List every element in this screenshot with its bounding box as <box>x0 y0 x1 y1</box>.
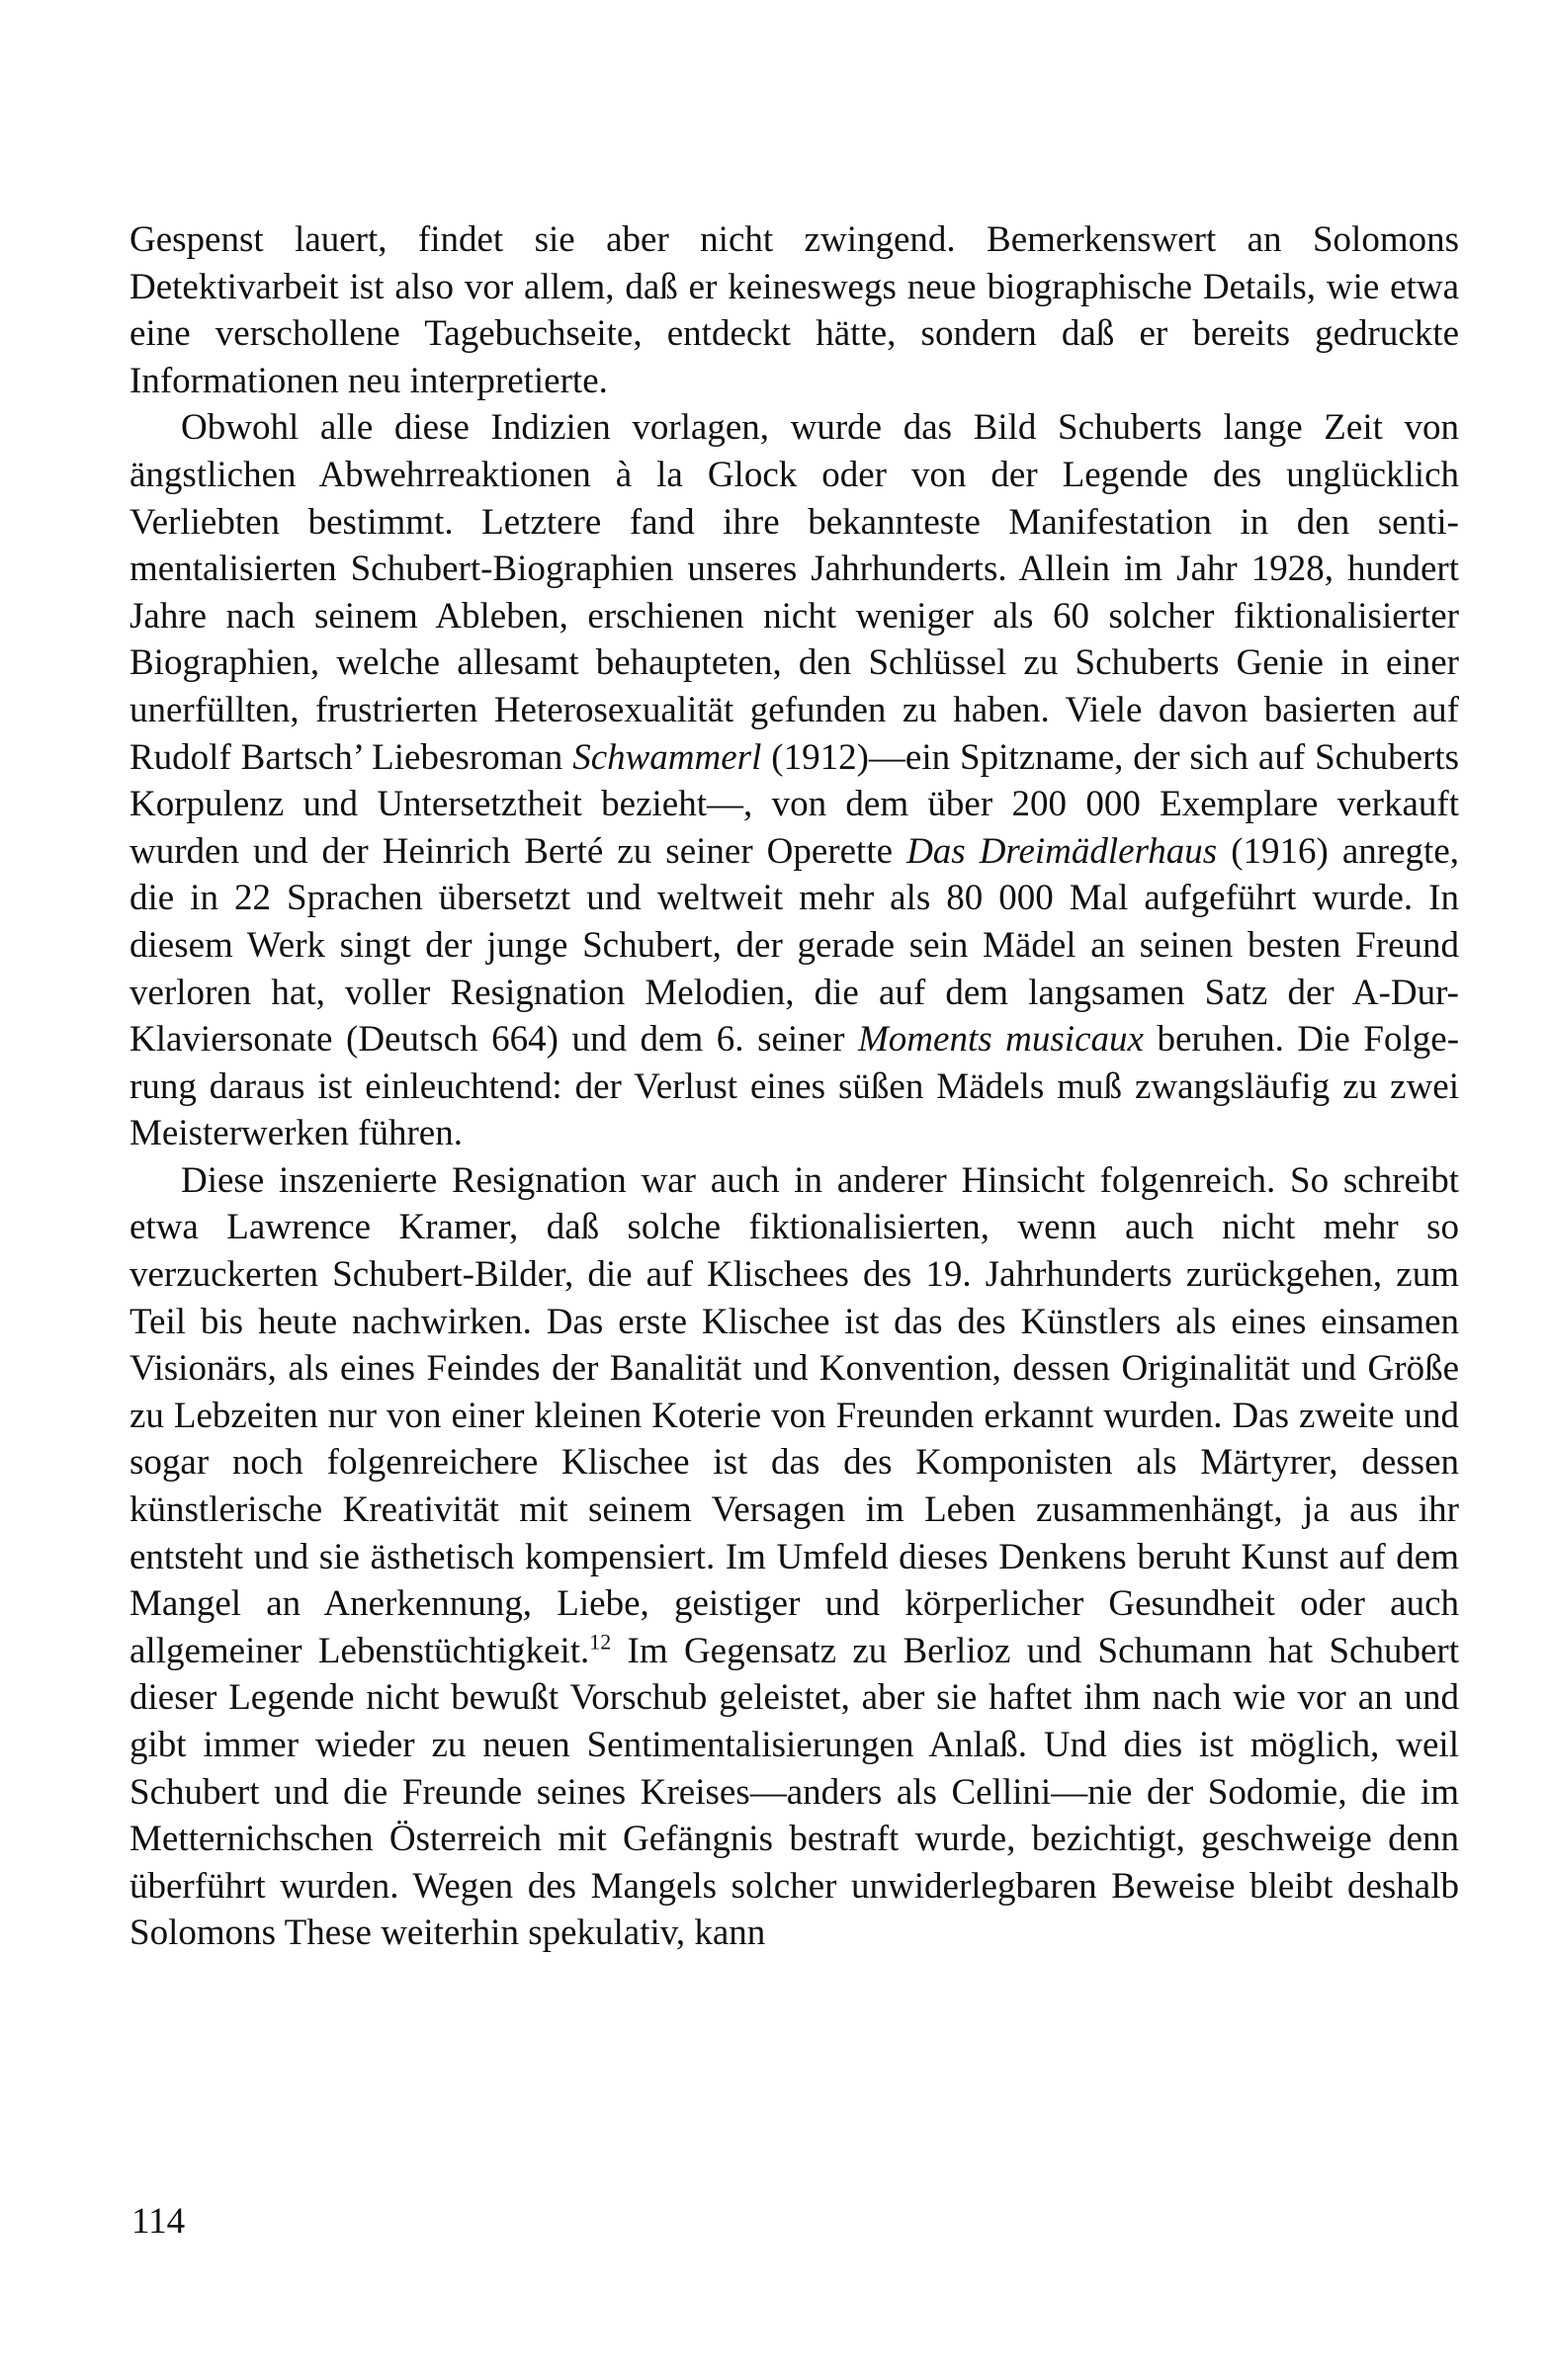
text-run: Im Gegensatz zu Berlioz und Schumann hat Schubert dieser Legende nicht bewußt Vorschub geleistet, aber sie haftet ihm nach wie vor an und gibt immer wieder zu neuen Sentimentalisierungen Anlaß. Und dies ist möglich, weil Schubert und die Freunde seines Kreises—anders als Cellini—nie der Sodomie, die im Metternichschen Österreich mit Gefängnis bestraft wurde, bezichtigt, geschweige denn überführt wurden. Wegen des Mangels solcher unwiderlegbaren Beweise bleibt deshalb Solomons These weiterhin spekulativ, kann <box>129 1630 1460 1954</box>
text-run: beruhen. Die Folgerung daraus ist einleuchtend: der Verlust eines süßen Mädels muß zwangsläufig zu zwei Meisterwerken führen. <box>129 1019 1460 1154</box>
footnote-marker: 12 <box>589 1629 612 1655</box>
italic-title: Das Dreimädlerhaus <box>906 830 1218 872</box>
text-run: (1912)—ein Spitzname, der sich auf Schuberts Korpulenz und Untersetztheit bezieht—, von dem über 200 000 Exemplare verkauft wurden und der Heinrich Berté zu seiner Operette <box>129 736 1459 872</box>
text-run: Gespenst lauert, findet sie aber nicht zwingend. Bemerkenswert an Solomons Detektivarbeit ist also vor allem, daß er keineswegs neue biographische Details, wie etwa eine verschollene Tagebuchseite, entdeckt hätte, sondern daß er bereits gedruckte Informationen neu interpretierte. <box>129 219 1459 401</box>
italic-title: Moments musicaux <box>857 1019 1144 1061</box>
italic-title: Schwammerl <box>572 736 762 778</box>
text-run: Obwohl alle diese Indizien vorlagen, wurde das Bild Schuberts lange Zeit von ängstlichen Abwehrreaktionen à la Glock oder von der Legende des unglücklich Verliebten bestimmt. Letztere fand ihre bekannteste Manifestation in den sentimentalisierten Schubert-Biographien unseres Jahrhunderts. Allein im Jahr 1928, hundert Jahre nach seinem Ableben, erschienen nicht weniger als 60 solcher fiktionalisierter Biographien, welche allesamt behaupteten, den Schlüssel zu Schuberts Genie in einer unerfüllten, frustrierten Heterosexualität gefunden zu haben. Viele davon basierten auf Rudolf Bartsch’ Liebesroman <box>129 407 1459 778</box>
paragraph-2 <box>129 404 1459 1157</box>
body-text <box>129 216 1459 1957</box>
paragraph-3 <box>129 1157 1459 1957</box>
page-number: 114 <box>131 2201 186 2242</box>
paragraph-1 <box>129 216 1459 404</box>
text-run: (1916) anregte, die in 22 Sprachen übersetzt und weltweit mehr als 80 000 Mal aufgeführt wurde. In diesem Werk singt der junge Schubert, der gerade sein Mädel an seinen besten Freund verloren hat, voller Resignation Melodien, die auf dem langsamen Satz der A-Dur-Klaviersonate (Deutsch 664) und dem 6. seiner <box>129 830 1459 1061</box>
text-run: Diese inszenierte Resignation war auch in anderer Hinsicht folgenreich. So schreibt etwa Lawrence Kramer, daß solche fiktionalisierten, wenn auch nicht mehr so verzuckerten Schubert-Bilder, die auf Klischees des 19. Jahrhunderts zurückgehen, zum Teil bis heute nachwirken. Das erste Klischee ist das des Künstlers als eines einsamen Visionärs, als eines Feindes der Banalität und Konvention, dessen Originalität und Größe zu Lebzeiten nur von einer kleinen Koterie von Freunden erkannt wurden. Das zweite und sogar noch folgenreichere Klischee ist das des Komponisten als Märtyrer, dessen künstlerische Kreativität mit seinem Versagen im Leben zusammenhängt, ja aus ihr entsteht und sie ästhetisch kompensiert. Im Umfeld dieses Denkens beruht Kunst auf dem Mangel an Anerkennung, Liebe, geistiger und körperlicher Gesundheit oder auch allgemeiner Lebenstüchtigkeit. <box>129 1159 1459 1671</box>
